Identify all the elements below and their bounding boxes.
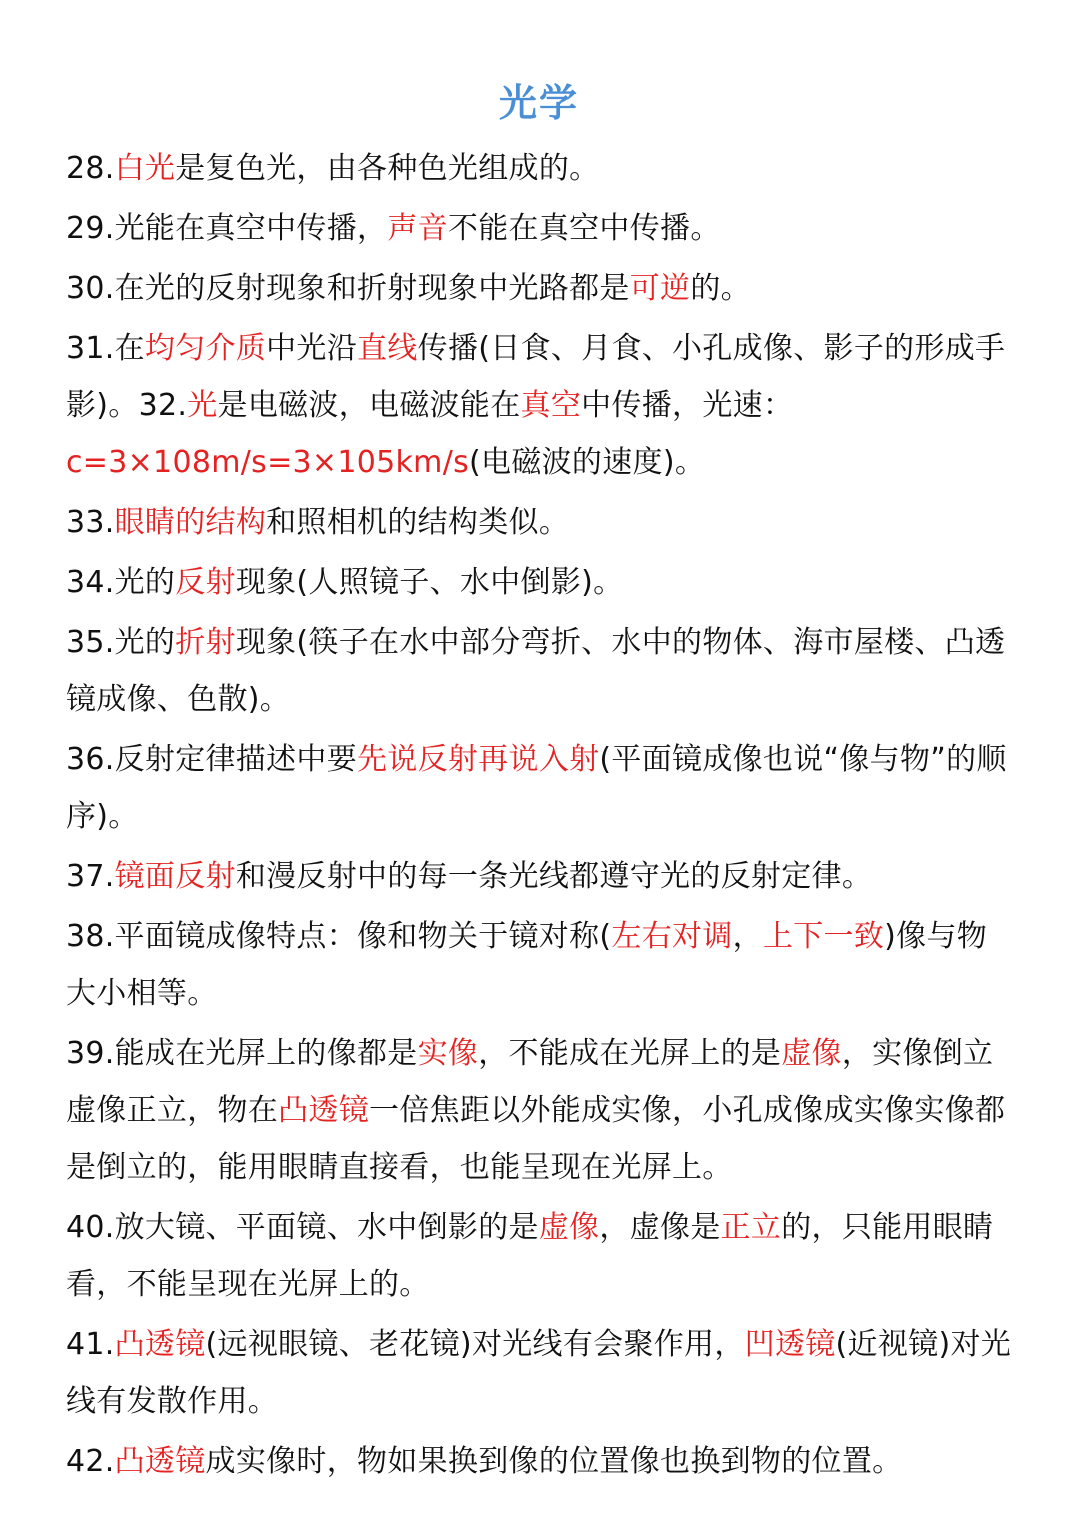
item-highlight: 白光 [114, 151, 176, 186]
list-item [66, 200, 1012, 257]
item-highlight: 正立 [720, 1210, 782, 1245]
list-item [66, 494, 1012, 551]
list-item [66, 731, 1012, 845]
item-text: 37. [66, 859, 115, 894]
list-item [66, 1433, 1012, 1490]
list-item [66, 1199, 1012, 1313]
list-item [66, 554, 1012, 611]
item-text: )像与物大小相等。 [66, 919, 988, 1011]
list-item [66, 140, 1012, 197]
list-item [66, 260, 1012, 317]
item-highlight: 真空 [520, 388, 582, 423]
item-highlight: 虚像 [538, 1210, 600, 1245]
item-text: (平面镜成像也说“像与物”的顺序)。 [66, 742, 1007, 834]
item-highlight: 直线 [357, 331, 418, 366]
knowledge-list [66, 140, 1012, 1490]
item-text: 38.平面镜成像特点：像和物关于镜对称( [66, 919, 612, 954]
item-highlight: 可逆 [629, 271, 691, 306]
item-text: 35.光的 [66, 625, 176, 660]
item-text: 39.能成在光屏上的像都是 [66, 1036, 418, 1071]
item-text: 的，只能用眼睛看，不能呈现在光屏上的。 [66, 1210, 994, 1302]
item-text: 34.光的 [66, 565, 176, 600]
list-item [66, 1025, 1012, 1196]
item-text: 28. [66, 151, 115, 186]
item-text: (远视眼镜、老花镜)对光线有会聚作用， [205, 1327, 745, 1362]
item-text: 40.放大镜、平面镜、水中倒影的是 [66, 1210, 539, 1245]
item-highlight: 实像 [417, 1036, 479, 1071]
list-item [66, 1316, 1012, 1430]
item-text: (电磁波的速度)。 [469, 445, 706, 480]
item-highlight: 凸透镜 [114, 1327, 206, 1362]
item-highlight: 凸透镜 [278, 1093, 370, 1128]
list-item [66, 908, 1012, 1022]
item-text: 41. [66, 1327, 115, 1362]
item-text: ，虚像是 [599, 1210, 721, 1245]
list-item [66, 320, 1012, 491]
item-highlight: 上下一致 [762, 919, 885, 954]
item-text: 中传播，光速： [581, 388, 794, 423]
item-text: ， [732, 919, 763, 954]
item-highlight: 先说反射再说入射 [357, 742, 600, 777]
item-text: 不能在真空中传播。 [447, 211, 721, 246]
item-highlight: 反射 [175, 565, 236, 600]
item-highlight: 镜面反射 [114, 859, 236, 894]
item-text: 31.在 [66, 331, 145, 366]
item-highlight: 虚像 [781, 1036, 842, 1071]
item-text: (近视镜)对光线有发散作用。 [66, 1327, 1012, 1419]
item-text: 一倍焦距以外能成实像，小孔成像成实像实像都是倒立的，能用眼睛直接看，也能呈现在光屏上。 [66, 1093, 1006, 1185]
item-text: 30.在光的反射现象和折射现象中光路都是 [66, 271, 630, 306]
item-text: 36.反射定律描述中要 [66, 742, 358, 777]
item-highlight: 折射 [175, 625, 236, 660]
list-item [66, 614, 1012, 728]
item-text: 中光沿 [266, 331, 358, 366]
item-text: 成实像时，物如果换到像的位置像也换到物的位置。 [205, 1444, 903, 1479]
item-text: 现象(筷子在水中部分弯折、水中的物体、海市屋楼、凸透镜成像、色散)。 [66, 625, 1006, 717]
item-text: 的。 [690, 271, 751, 306]
item-text: 和漫反射中的每一条光线都遵守光的反射定律。 [235, 859, 873, 894]
item-text: 是复色光，由各种色光组成的。 [175, 151, 600, 186]
page-title: 光学 [498, 81, 579, 125]
item-highlight: 均匀介质 [144, 331, 267, 366]
item-text: 是电磁波，电磁波能在 [217, 388, 521, 423]
item-highlight: 左右对调 [611, 919, 733, 954]
item-highlight: c=3×108m/s=3×105km/s [66, 445, 470, 480]
item-text: ，实像倒立虚像正立，物在 [66, 1036, 994, 1128]
item-text: 传播(日食、月食、小孔成像、影子的形成手影)。32. [66, 331, 1006, 423]
item-text: 现象(人照镜子、水中倒影)。 [235, 565, 624, 600]
item-text: 33. [66, 505, 115, 540]
item-highlight: 声音 [387, 211, 448, 246]
item-highlight: 眼睛的结构 [114, 505, 267, 540]
list-item [66, 848, 1012, 905]
item-highlight: 凹透镜 [744, 1327, 836, 1362]
item-text: 42. [66, 1444, 115, 1479]
item-text: ，不能成在光屏上的是 [478, 1036, 782, 1071]
item-text: 和照相机的结构类似。 [266, 505, 570, 540]
item-highlight: 光 [187, 388, 218, 423]
item-highlight: 凸透镜 [114, 1444, 206, 1479]
item-text: 29.光能在真空中传播， [66, 211, 388, 246]
